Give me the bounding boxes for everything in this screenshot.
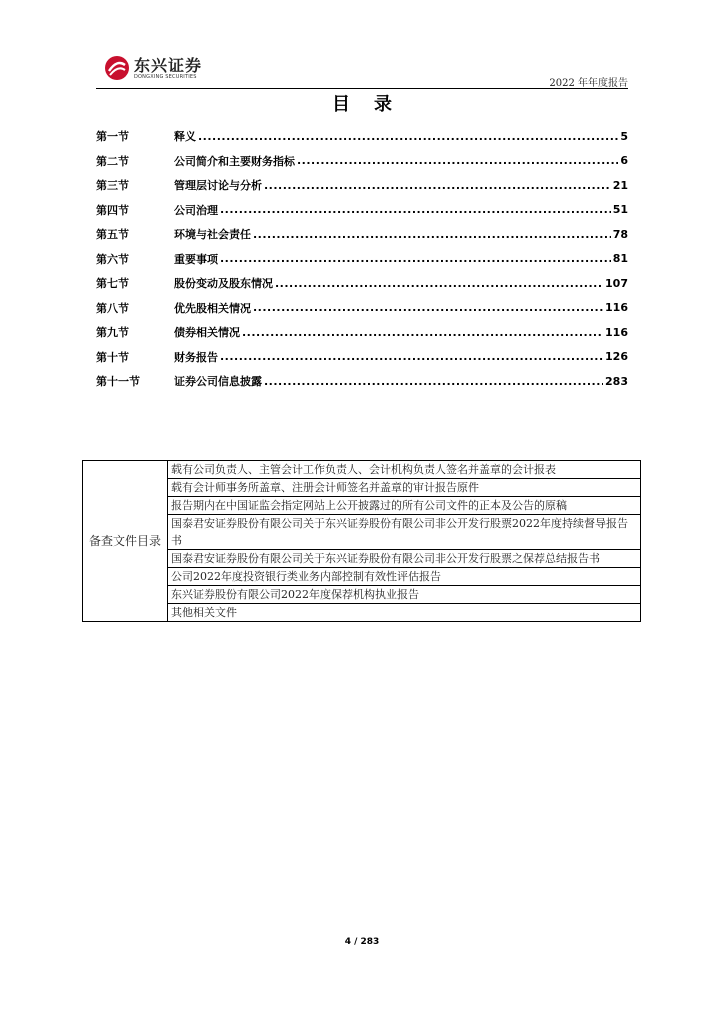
toc-page-number: 126 (605, 350, 628, 364)
header-divider (96, 88, 628, 89)
toc-section-number: 第二节 (96, 154, 129, 168)
table-row (83, 461, 641, 479)
toc-leader-dots (297, 154, 618, 167)
toc-section-name: 证券公司信息披露 (174, 375, 262, 389)
toc-section-number: 第六节 (96, 252, 129, 266)
toc-item[interactable] (96, 198, 628, 223)
reference-doc-item: 载有会计师事务所盖章、注册会计师签名并盖章的审计报告原件 (168, 479, 641, 497)
toc-section-name: 优先股相关情况 (174, 301, 251, 315)
toc-item[interactable] (96, 296, 628, 321)
toc-section-name: 财务报告 (174, 350, 218, 364)
toc-section-name: 公司治理 (174, 203, 218, 217)
toc-page-number: 283 (605, 374, 628, 388)
reference-doc-item: 国泰君安证券股份有限公司关于东兴证券股份有限公司非公开发行股票2022年度持续督导报告书 (168, 515, 641, 550)
dongxing-logo-icon (104, 55, 130, 81)
toc-page-number: 116 (605, 301, 628, 315)
toc-leader-dots (264, 375, 603, 388)
toc-page-number: 78 (612, 227, 628, 241)
reference-docs-label: 备查文件目录 (83, 461, 168, 622)
reference-documents-table (82, 460, 641, 622)
toc-item[interactable] (96, 149, 628, 174)
toc-page-number: 107 (605, 276, 628, 290)
toc-section-number: 第一节 (96, 130, 129, 144)
toc-item[interactable] (96, 173, 628, 198)
toc-item[interactable] (96, 345, 628, 370)
toc-leader-dots (275, 277, 603, 290)
toc-section-number: 第八节 (96, 301, 129, 315)
toc-section-name: 环境与社会责任 (174, 228, 251, 242)
toc-page-number: 51 (612, 203, 628, 217)
reference-doc-item: 其他相关文件 (168, 604, 641, 622)
page-header (96, 48, 628, 90)
toc-page-number: 21 (612, 178, 628, 192)
report-label: 2022 年年度报告 (549, 78, 628, 89)
toc-section-number: 第十一节 (96, 375, 140, 389)
toc-leader-dots (242, 326, 603, 339)
toc-leader-dots (220, 252, 611, 265)
toc-title: 目录 (332, 94, 416, 115)
reference-doc-item: 东兴证券股份有限公司2022年度保荐机构执业报告 (168, 586, 641, 604)
toc-section-name: 释义 (174, 130, 196, 144)
toc-leader-dots (253, 228, 611, 241)
toc-item[interactable] (96, 271, 628, 296)
toc-item[interactable] (96, 320, 628, 345)
toc-leader-dots (264, 179, 611, 192)
page-number: 4 / 283 (344, 937, 380, 947)
toc-item[interactable] (96, 124, 628, 149)
toc-section-name: 管理层讨论与分析 (174, 179, 262, 193)
toc-item[interactable] (96, 247, 628, 272)
reference-doc-item: 载有公司负责人、主管会计工作负责人、会计机构负责人签名并盖章的会计报表 (168, 461, 641, 479)
toc-leader-dots (220, 203, 611, 216)
toc-leader-dots (220, 350, 603, 363)
logo-chinese-name: 东兴证券 (134, 56, 203, 75)
toc-leader-dots (253, 301, 603, 314)
toc-item[interactable] (96, 369, 628, 394)
toc-section-number: 第四节 (96, 203, 129, 217)
toc-page-number: 6 (620, 154, 628, 168)
toc-section-name: 公司简介和主要财务指标 (174, 154, 295, 168)
toc-section-number: 第五节 (96, 228, 129, 242)
toc-section-name: 债券相关情况 (174, 326, 240, 340)
toc-page-number: 116 (605, 325, 628, 339)
company-logo (104, 53, 214, 85)
toc-page-number: 81 (612, 252, 628, 266)
table-of-contents (96, 124, 628, 394)
reference-doc-item: 报告期内在中国证监会指定网站上公开披露过的所有公司文件的正本及公告的原稿 (168, 497, 641, 515)
reference-doc-item: 公司2022年度投资银行类业务内部控制有效性评估报告 (168, 568, 641, 586)
toc-leader-dots (198, 130, 618, 143)
toc-item[interactable] (96, 222, 628, 247)
logo-english-name: DONGXING SECURITIES (134, 74, 197, 80)
toc-section-name: 重要事项 (174, 252, 218, 266)
toc-section-name: 股份变动及股东情况 (174, 277, 273, 291)
reference-doc-item: 国泰君安证券股份有限公司关于东兴证券股份有限公司非公开发行股票之保荐总结报告书 (168, 550, 641, 568)
toc-section-number: 第三节 (96, 179, 129, 193)
toc-page-number: 5 (620, 129, 628, 143)
toc-section-number: 第十节 (96, 350, 129, 364)
toc-section-number: 第九节 (96, 326, 129, 340)
toc-section-number: 第七节 (96, 277, 129, 291)
